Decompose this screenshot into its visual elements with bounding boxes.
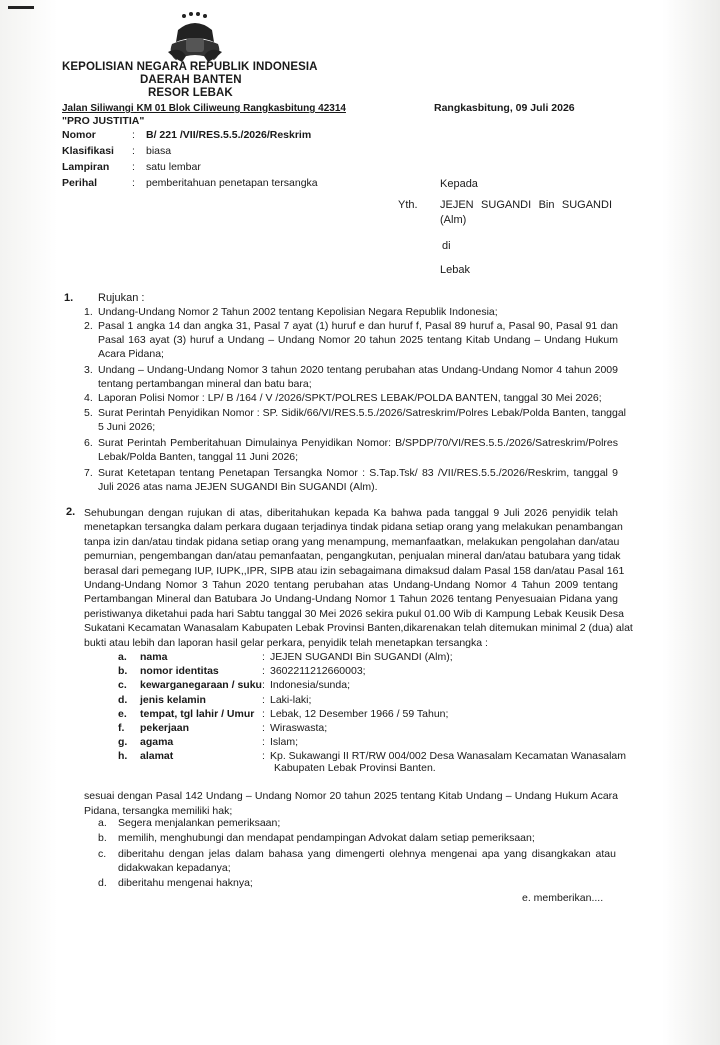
identity-value: 3602211212660003;: [270, 665, 366, 678]
identity-label: jenis kelamin: [140, 693, 206, 706]
reference-number: 4.: [84, 392, 93, 404]
klasifikasi-label: Klasifikasi: [62, 145, 114, 157]
reference-number: 7.: [84, 467, 93, 479]
reference-number: 1.: [84, 306, 93, 318]
reference-text: Juli 2026 atas nama JEJEN SUGANDI Bin SUGANDI (Alm).: [98, 481, 378, 493]
section2-number: 2.: [66, 506, 76, 518]
reference-text: Acara Pidana;: [98, 348, 164, 360]
right-text: diberitahu dengan jelas dalam bahasa yang dimengerti olehnya mengenai apa yang disangkakan atau: [118, 848, 616, 860]
identity-label: nomor identitas: [140, 665, 219, 678]
identity-label: tempat, tgl lahir / Umur: [140, 707, 255, 720]
identity-value: Kp. Sukawangi II RT/RW 004/002 Desa Wanasalam Kecamatan Wanasalam: [270, 750, 627, 763]
colon: :: [262, 665, 265, 678]
perihal-value: pemberitahuan penetapan tersangka: [146, 177, 318, 189]
rights-intro-line: Pidana, tersangka memiliki hak;: [84, 805, 233, 817]
lampiran-label: Lampiran: [62, 161, 110, 173]
right-text: diberitahu mengenai haknya;: [118, 877, 253, 889]
paragraph-line: Sukatani Kecamatan Wanasalam Kabupaten Lebak Provinsi Banten,dikarenakan telah ditemukan minimal 2 (dua) alat: [84, 622, 633, 635]
kepada-label: Kepada: [440, 178, 478, 190]
identity-letter: g.: [118, 736, 128, 749]
identity-letter: a.: [118, 651, 127, 663]
paragraph-line: Sehubungan dengan rujukan di atas, diberitahukan kepada Ka bahwa pada tanggal 9 Juli 2026 penyidik telah: [84, 507, 618, 519]
colon: :: [132, 129, 135, 141]
colon: :: [262, 693, 265, 706]
reference-text: Undang – Undang-Undang Nomor 3 tahun 2020 tentang perubahan atas Undang-Undang Nomor 4 tahun 2009: [98, 364, 618, 376]
address-continuation: Kabupaten Lebak Provinsi Banten.: [274, 762, 436, 774]
colon: :: [262, 736, 265, 749]
reference-text: tentang pertambangan mineral dan batu bara;: [98, 378, 312, 390]
identity-value: Wiraswasta;: [270, 722, 328, 734]
identity-value: Laki-laki;: [270, 693, 312, 706]
colon: :: [262, 679, 265, 692]
reference-text: Pasal 1 angka 14 dan angka 31, Pasal 7 ayat (1) huruf e dan huruf f, Pasal 89 huruf a, Pasal 90, Pasal 91 dan: [98, 320, 618, 332]
reference-text: Surat Perintah Penyidikan Nomor : SP. Sidik/66/VI/RES.5.5./2026/Satreskrim/Polres Lebak/Polda Banten, tanggal: [98, 407, 627, 419]
colon: :: [132, 145, 135, 157]
reference-text: Lebak/Polda Banten, tanggal 11 Juni 2026;: [98, 451, 299, 463]
identity-label: pekerjaan: [140, 722, 190, 734]
colon: :: [262, 750, 265, 763]
page-continuation: e. memberikan....: [522, 892, 604, 904]
identity-value: JEJEN SUGANDI Bin SUGANDI (Alm);: [270, 651, 453, 663]
identity-letter: c.: [118, 679, 127, 692]
identity-label: kewarganegaraan / suku: [140, 679, 262, 692]
reference-number: 3.: [84, 364, 93, 376]
right-letter: c.: [98, 848, 107, 860]
reference-number: 6.: [84, 437, 93, 449]
reference-number: 5.: [84, 407, 93, 419]
right-letter: d.: [98, 877, 107, 889]
lampiran-value: satu lembar: [146, 161, 201, 173]
region-name: DAERAH BANTEN: [140, 74, 242, 86]
right-letter: b.: [98, 832, 107, 844]
reference-text: Surat Perintah Pemberitahuan Dimulainya Penyidikan Nomor: B/SPDP/70/VI/RES.5.5./2026/Satreskrim/Polres: [98, 437, 618, 449]
perihal-label: Perihal: [62, 177, 98, 189]
recipient-place: Lebak: [440, 264, 470, 276]
resort-name: RESOR LEBAK: [148, 87, 233, 99]
recipient-name: JEJEN SUGANDI Bin SUGANDI: [440, 199, 612, 211]
institution-name: KEPOLISIAN NEGARA REPUBLIK INDONESIA: [62, 61, 318, 73]
office-address: Jalan Siliwangi KM 01 Blok Ciliweung Rangkasbitung 42314: [62, 103, 346, 114]
reference-number: 2.: [84, 320, 93, 332]
paragraph-line: bukti atau lebih dan laporan hasil gelar perkara, penyidik telah menetapkan tersangka :: [84, 636, 488, 649]
paragraph-line: berasal dari pemegang IUP, IUPK,,IPR, SIPB atau izin sebagaimana dimaksud dalam Pasal 158 dan/atau Pasal 161: [84, 564, 625, 577]
colon: :: [262, 722, 265, 734]
section1-number: 1.: [64, 292, 74, 304]
identity-letter: d.: [118, 693, 128, 706]
colon: :: [132, 177, 135, 189]
paragraph-line: pemurnian, pengembangan dan/atau pemanfaatan, pengangkutan, penjualan mineral dan/atau batubara yang tidak: [84, 550, 621, 563]
paragraph-line: Undang-Undang Nomor 3 Tahun 2020 tentang perubahan atas Undang-Undang Nomor 4 Tahun 2009 tentang: [84, 579, 618, 591]
klasifikasi-value: biasa: [146, 145, 172, 157]
reference-text: Laporan Polisi Nomor : LP/ B /164 / V /2026/SPKT/POLRES LEBAK/POLDA BANTEN, tanggal 30 Mei 2026;: [98, 392, 602, 404]
colon: :: [262, 651, 265, 663]
pro-justitia: "PRO JUSTITIA": [62, 115, 145, 127]
identity-label: nama: [140, 651, 168, 663]
place-date: Rangkasbitung, 09 Juli 2026: [434, 102, 575, 114]
yth-label: Yth.: [398, 199, 418, 211]
identity-letter: e.: [118, 707, 127, 720]
identity-label: agama: [140, 736, 174, 749]
reference-text: 5 Juni 2026;: [98, 421, 156, 433]
identity-value: Islam;: [270, 736, 299, 749]
identity-letter: b.: [118, 665, 128, 678]
paragraph-line: Pertambangan Mineral dan Batubara Jo Undang-Undang Nomor 1 Tahun 2026 tentang Penyesuaian Pidana yang: [84, 593, 618, 606]
right-letter: a.: [98, 817, 107, 829]
identity-label: alamat: [140, 750, 174, 763]
colon: :: [132, 161, 135, 173]
identity-letter: f.: [118, 722, 125, 734]
paragraph-line: peristiwanya diketahui pada hari Sabtu tanggal 30 Mei 2026 sekira pukul 01.00 Wib di Kampung Lebak Keusik Desa: [84, 607, 624, 620]
police-emblem-icon: [164, 10, 226, 66]
right-text: didakwakan kepadanya;: [118, 862, 231, 874]
identity-letter: h.: [118, 750, 128, 763]
recipient-name-suffix: (Alm): [440, 214, 467, 226]
nomor-value: B/ 221 /VII/RES.5.5./2026/Reskrim: [146, 129, 312, 141]
scan-mark: [8, 6, 34, 9]
reference-text: Pasal 163 ayat (3) huruf a Undang – Undang Nomor 20 tahun 2025 tentang Kitab Undang – Undang Hukum: [98, 334, 618, 346]
reference-text: Surat Ketetapan tentang Penetapan Tersangka Nomor : S.Tap.Tsk/ 83 /VII/RES.5.5./2026/Reskrim, tanggal 9: [98, 467, 618, 479]
identity-value: Indonesia/sunda;: [270, 679, 350, 692]
paragraph-line: menetapkan tersangka dalam perkara dugaan terjadinya tindak pidana setiap orang yang melakukan penambangan: [84, 521, 623, 534]
colon: :: [262, 707, 265, 720]
paragraph-line: tanpa izin dan/atau tindak pidana setiap orang yang menampung, memanfaatkan, melakukan pengolahan dan/atau: [84, 535, 620, 548]
nomor-label: Nomor: [62, 129, 96, 141]
di-label: di: [442, 240, 451, 252]
reference-text: Undang-Undang Nomor 2 Tahun 2002 tentang Kepolisian Negara Republik Indonesia;: [98, 306, 498, 318]
identity-value: Lebak, 12 Desember 1966 / 59 Tahun;: [270, 707, 449, 720]
right-text: Segera menjalankan pemeriksaan;: [118, 817, 281, 829]
right-text: memilih, menghubungi dan mendapat pendampingan Advokat dalam setiap pemeriksaan;: [118, 832, 535, 844]
section1-title: Rujukan :: [98, 292, 145, 304]
rights-intro-line: sesuai dengan Pasal 142 Undang – Undang Nomor 20 tahun 2025 tentang Kitab Undang – Undang Hukum Acara: [84, 790, 618, 802]
